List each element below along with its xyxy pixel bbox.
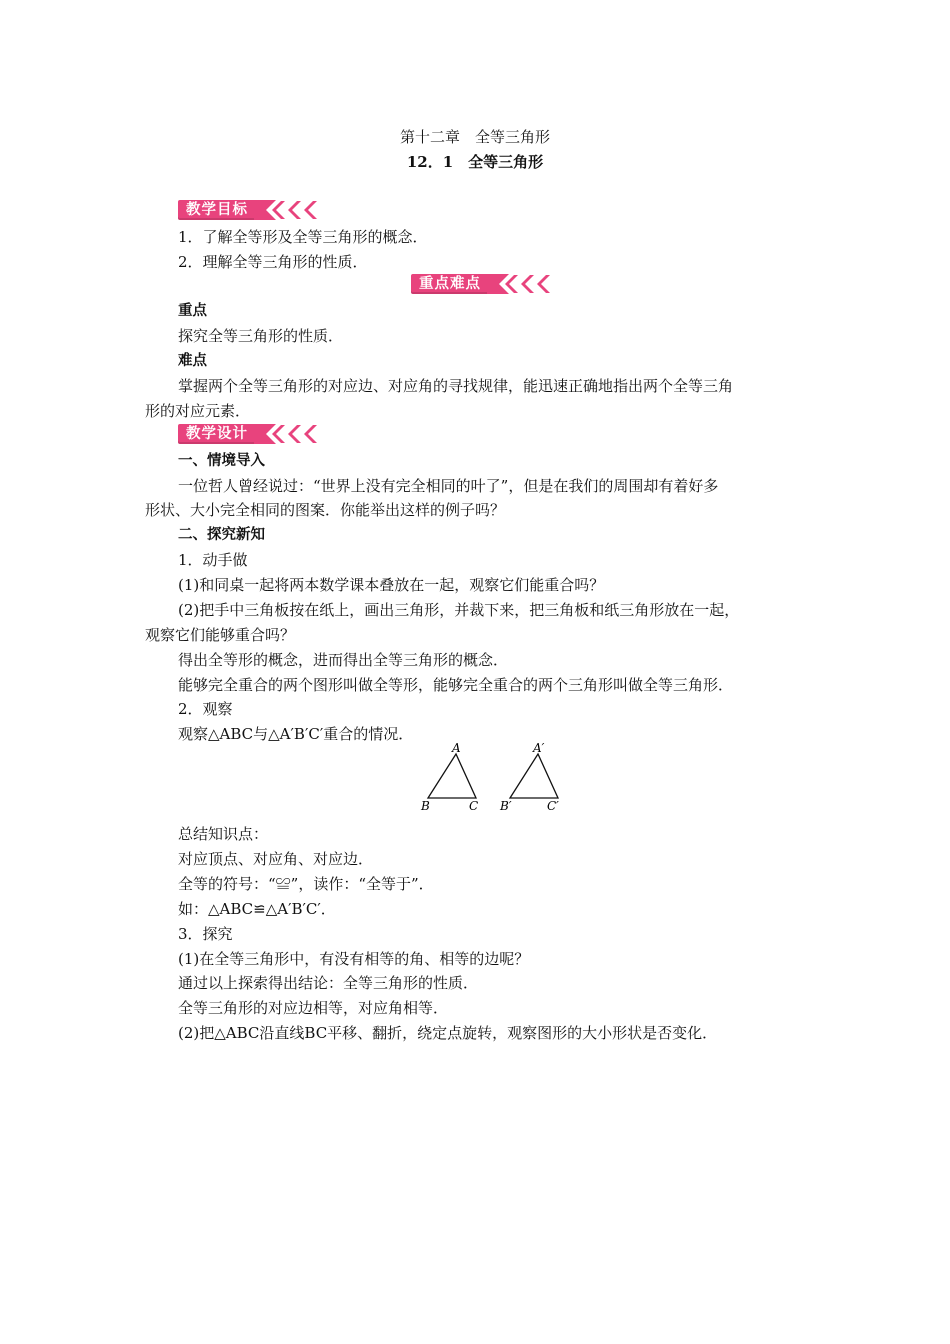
- part2-heading: 二、探究新知: [178, 527, 265, 543]
- step3-heading: 3．探究: [178, 925, 233, 943]
- goal-item: 2．理解全等三角形的性质．: [178, 253, 368, 271]
- banner-teaching-goals: [178, 198, 322, 222]
- part1-heading: 一、情境导入: [178, 453, 265, 469]
- vertex-label: C: [469, 799, 479, 813]
- congruent-triangles-figure: [416, 742, 576, 817]
- chapter-title: 第十二章 全等三角形: [399, 128, 550, 146]
- step1-question: (2)把手中三角板按在纸上，画出三角形，并裁下来，把三角板和纸三角形放在一起，: [178, 601, 740, 619]
- summary-text: 如：△ABC≌△A′B′C′．: [178, 900, 336, 918]
- step3-question: (1)在全等三角形中，有没有相等的角、相等的边呢？: [178, 950, 530, 968]
- step3-conclusion: 通过以上探索得出结论：全等三角形的性质．: [178, 974, 479, 992]
- step3-conclusion: 全等三角形的对应边相等，对应角相等．: [178, 999, 449, 1017]
- step1-question: (1)和同桌一起将两本数学课本叠放在一起，观察它们能重合吗？: [178, 576, 605, 594]
- summary-heading: 总结知识点：: [178, 825, 269, 843]
- section-title: 12．1 全等三角形: [406, 153, 544, 171]
- banner-label: 重点难点: [411, 274, 489, 294]
- banner-key-points: [411, 272, 555, 296]
- triangle-a-prime-b-prime-c-prime: [510, 754, 558, 798]
- vertex-label: C′: [547, 799, 559, 813]
- step2-text: 观察△ABC与△A′B′C′重合的情况．: [178, 725, 414, 743]
- vertex-label: B: [421, 799, 430, 813]
- part1-text: 一位哲人曾经说过：“世界上没有完全相同的叶了”，但是在我们的周围却有着好多: [178, 477, 719, 495]
- difficult-heading: 难点: [178, 353, 207, 369]
- triangle-abc: [428, 754, 476, 798]
- chevrons-left-icon: [252, 198, 322, 222]
- key-text: 探究全等三角形的性质．: [178, 327, 344, 345]
- chevrons-left-icon: [252, 422, 322, 446]
- step3-question: (2)把△ABC沿直线BC平移、翻折，绕定点旋转，观察图形的大小形状是否变化．: [178, 1024, 718, 1042]
- difficult-text: 掌握两个全等三角形的对应边、对应角的寻找规律，能迅速正确地指出两个全等三角: [178, 377, 734, 395]
- step1-conclusion: 能够完全重合的两个图形叫做全等形，能够完全重合的两个三角形叫做全等三角形．: [178, 676, 734, 694]
- key-heading: 重点: [178, 303, 207, 319]
- step1-question: 观察它们能够重合吗？: [145, 626, 296, 644]
- difficult-text: 形的对应元素．: [145, 402, 251, 420]
- vertex-label: A: [452, 742, 461, 755]
- summary-text: 全等的符号：“≌”，读作：“全等于”．: [178, 875, 434, 893]
- banner-teaching-design: [178, 422, 322, 446]
- goal-item: 1．了解全等形及全等三角形的概念．: [178, 228, 428, 246]
- vertex-label: B′: [500, 799, 512, 813]
- step2-heading: 2．观察: [178, 700, 233, 718]
- step1-conclusion: 得出全等形的概念，进而得出全等三角形的概念．: [178, 651, 509, 669]
- vertex-label: A′: [533, 742, 545, 755]
- summary-text: 对应顶点、对应角、对应边．: [178, 850, 374, 868]
- part1-text: 形状、大小完全相同的图案．你能举出这样的例子吗？: [145, 501, 506, 519]
- banner-label: 教学目标: [178, 200, 256, 220]
- chevrons-left-icon: [485, 272, 555, 296]
- step1-heading: 1．动手做: [178, 551, 248, 569]
- banner-label: 教学设计: [178, 424, 256, 444]
